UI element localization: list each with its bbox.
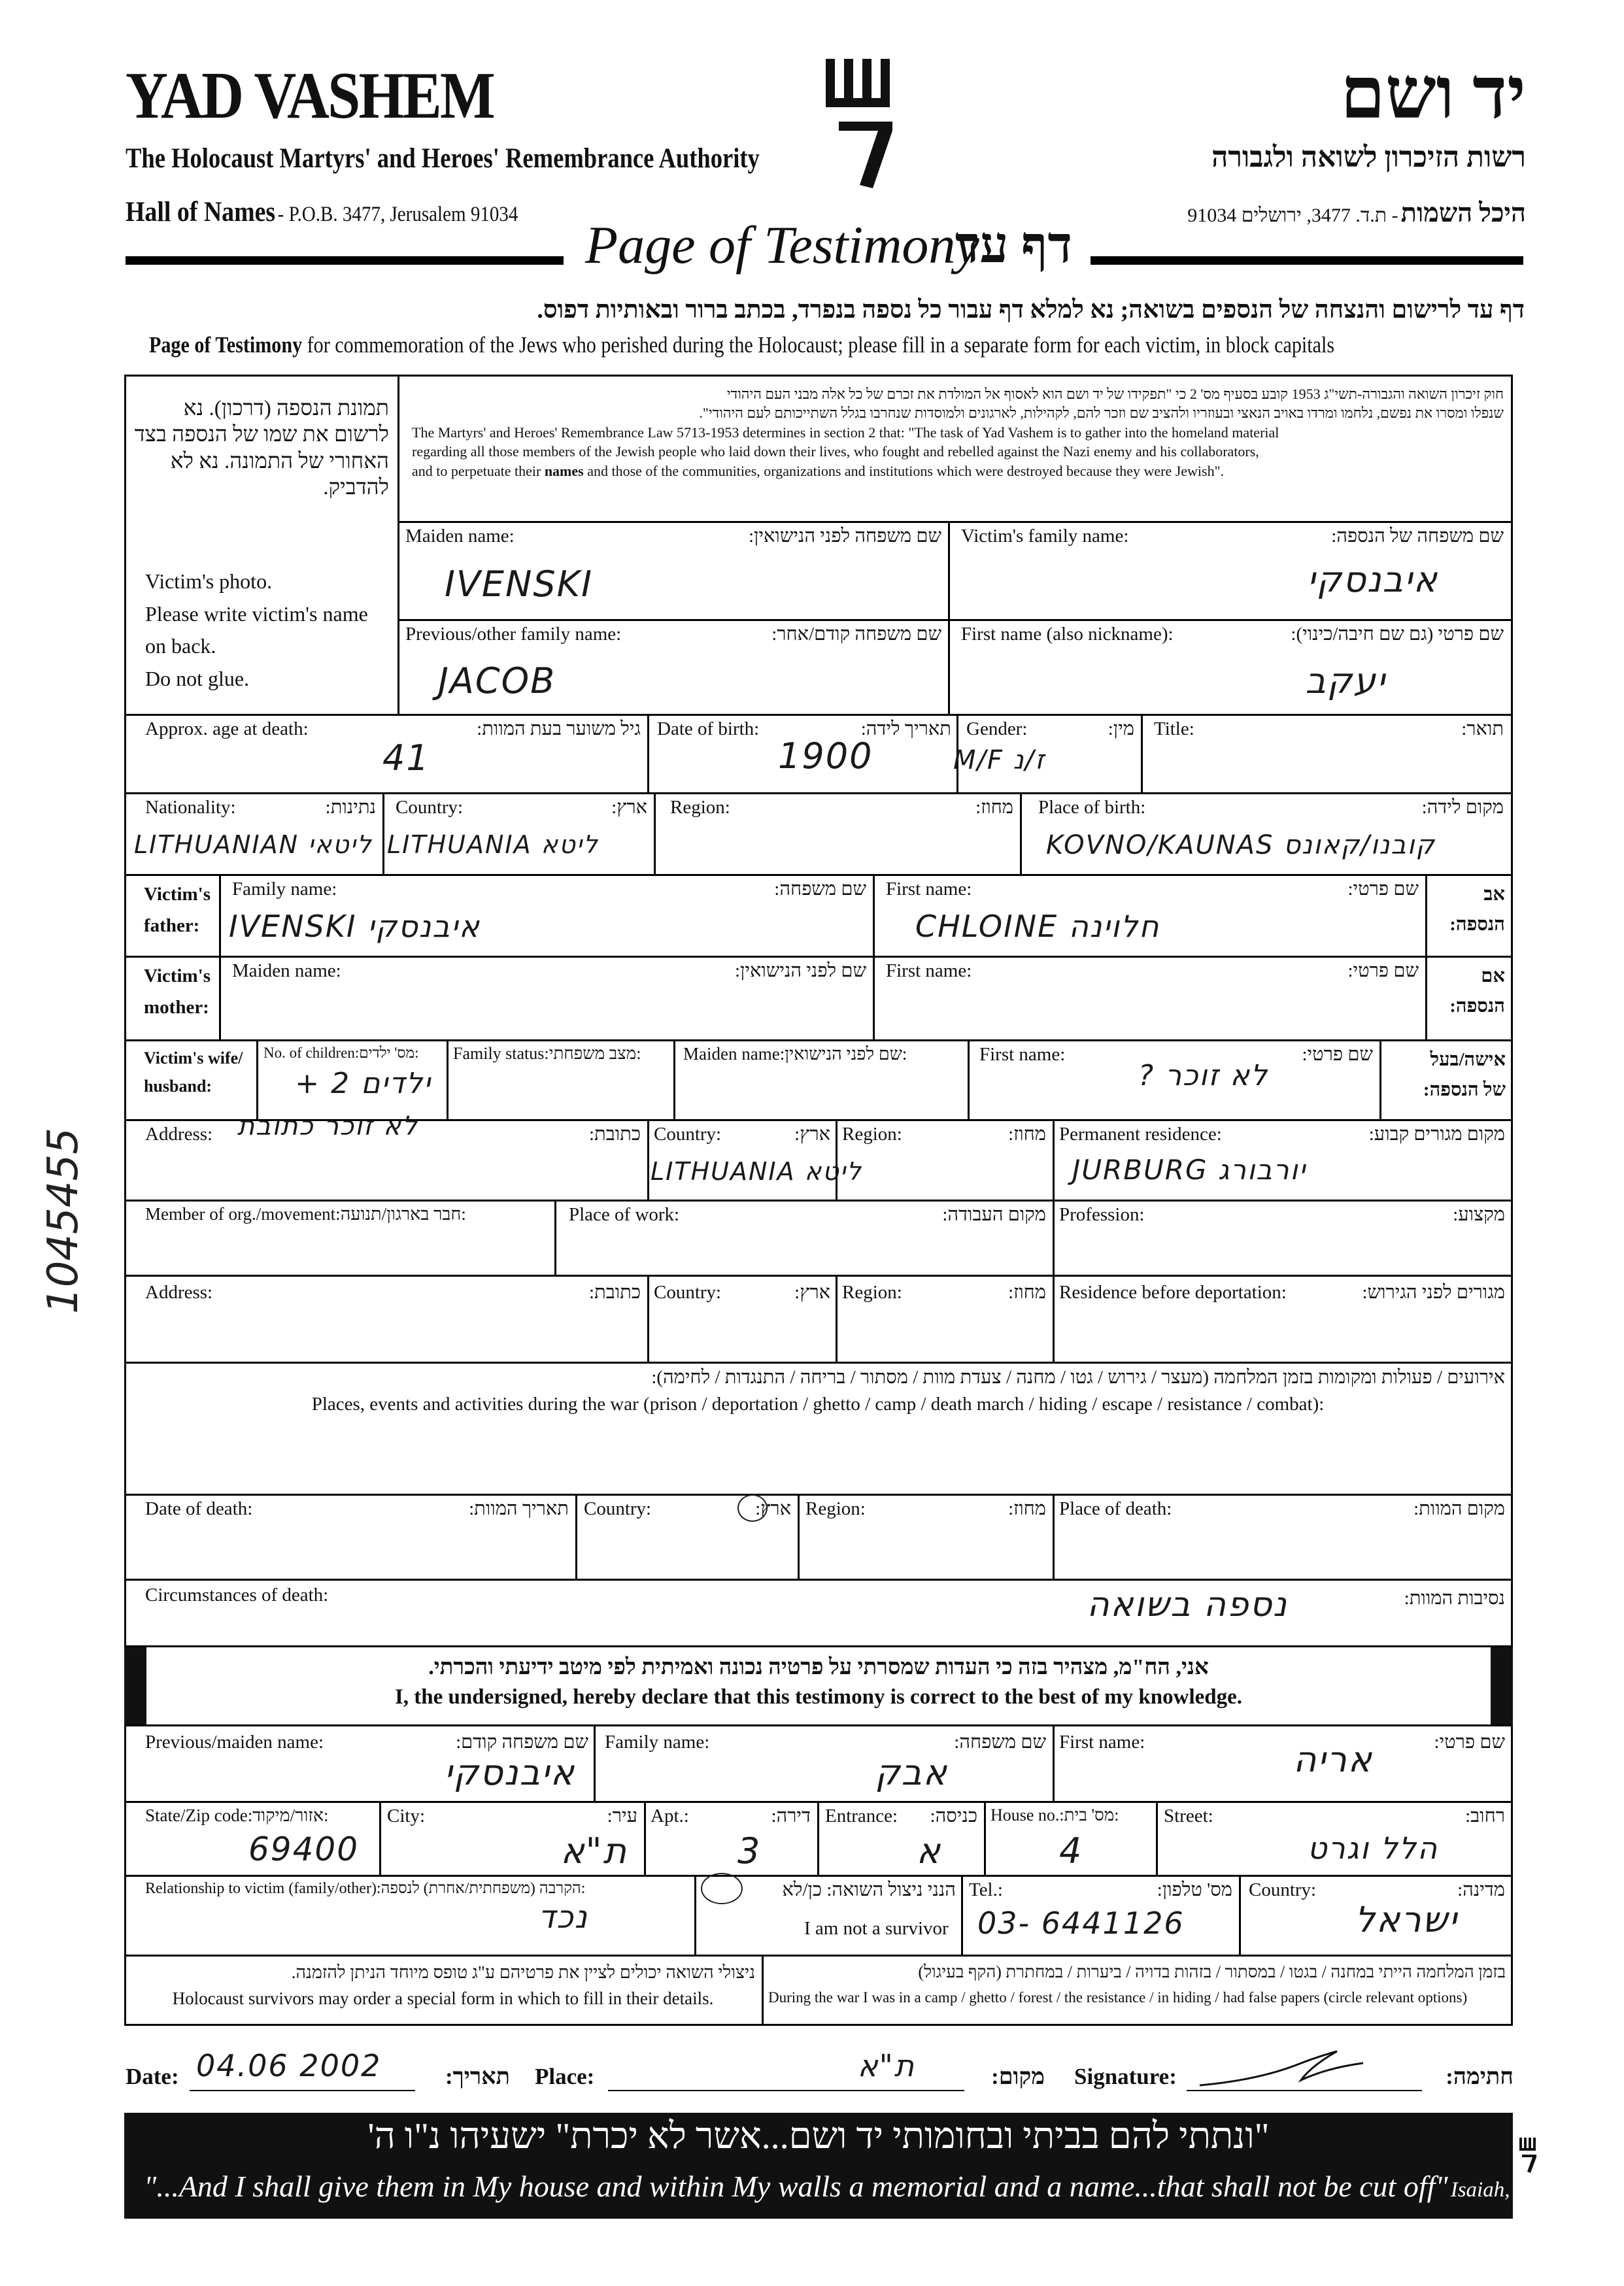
row-line	[124, 956, 1513, 958]
death-date-label: Date of death:	[145, 1498, 253, 1519]
address-country-value: LITHUANIA ליטא	[651, 1157, 862, 1186]
mother-first-label: First name:	[886, 960, 972, 981]
address2-country-label: Country:	[654, 1282, 722, 1303]
address2-label: Address:	[145, 1282, 213, 1303]
mother-maiden-label: Maiden name:	[232, 960, 341, 981]
col-line	[1020, 792, 1022, 875]
profession-label: Profession:	[1059, 1204, 1145, 1225]
title-he: יד ושם	[1340, 54, 1526, 133]
maiden-name-label-he: שם משפחה לפני הנישואין:	[748, 526, 941, 546]
mother-maiden-label-he: שם לפני הנישואין:	[734, 960, 866, 981]
col-line	[1141, 714, 1143, 794]
first-name-label-he: שם פרטי (גם שם חיבה/כינוי):	[1291, 624, 1504, 645]
col-line	[817, 1801, 819, 1876]
death-country-label-he: ארץ:	[755, 1498, 791, 1519]
death-country-circle-mark	[737, 1494, 768, 1522]
declaration-en: I, the undersigned, hereby declare that this testimony is correct to the best of my knowledge.	[394, 1685, 1243, 1709]
place-underline	[608, 2090, 964, 2091]
age-value: 41	[382, 737, 430, 779]
declaration-bar-right	[1491, 1647, 1513, 1724]
signature-mark	[1196, 2046, 1366, 2092]
address2-region-label-he: מחוז:	[1008, 1282, 1046, 1303]
witness-country-label: Country:	[1249, 1879, 1317, 1900]
header-rule-right	[1091, 256, 1523, 265]
family-status-label: Family status:מצב משפחתי:	[453, 1044, 641, 1063]
col-line	[1379, 1039, 1381, 1120]
country-value: LITHUANIA ליטא	[387, 830, 599, 859]
nationality-value: LITHUANIAN ליטאי	[134, 830, 373, 859]
col-line	[798, 1494, 800, 1580]
date-label-he: תאריך:	[445, 2064, 510, 2089]
col-line	[1156, 1801, 1158, 1876]
intro-he: דף עד לרישום והנצחה של הנספים בשואה; נא למלא דף עבור כל נספה בנפרד, בכתב ברור ובאותיות דפוס.	[537, 296, 1525, 324]
spouse-first-label-he: שם פרטי:	[1302, 1044, 1373, 1065]
children-value: ילדים 2 +	[295, 1067, 431, 1100]
age-label-he: גיל משוער בעת המוות:	[477, 718, 641, 739]
row-line	[398, 521, 1513, 523]
father-first-label: First name:	[886, 879, 972, 899]
quote-he: "ונתתי להם בביתי ובחומותי יד ושם...אשר לא יכרת" ישעיהו נ"ו ה'	[367, 2116, 1270, 2157]
tel-label: Tel.:	[969, 1879, 1003, 1900]
region-label-he: מחוז:	[975, 797, 1013, 818]
place-label-he: מקום:	[991, 2064, 1045, 2089]
dob-label: Date of birth:	[657, 718, 760, 739]
father-label: Victim's father:	[144, 884, 211, 936]
entrance-value: א	[916, 1830, 941, 1872]
yad-vashem-logo	[820, 51, 905, 208]
col-line	[554, 1200, 556, 1276]
city-label: City:	[387, 1806, 426, 1826]
spouse-first-label: First name:	[979, 1044, 1066, 1065]
address-label-he: כתובת:	[589, 1124, 641, 1145]
gender-label: Gender:	[966, 718, 1028, 739]
row-line	[124, 1955, 1513, 1957]
witness-family-label: Family name:	[605, 1732, 710, 1753]
witness-prev-label: Previous/maiden name:	[145, 1732, 324, 1753]
hall-of-names-en: Hall of Names - P.O.B. 3477, Jerusalem 91034	[126, 197, 518, 227]
address-region-label: Region:	[842, 1124, 902, 1145]
col-line	[873, 874, 875, 1041]
zip-value: 69400	[248, 1830, 360, 1868]
page-title-he: דף עד	[955, 216, 1072, 273]
subtitle-en: The Holocaust Martyrs' and Heroes' Remembrance Authority	[126, 143, 760, 174]
date-value: 04.06 2002	[196, 2048, 382, 2083]
father-family-label-he: שם משפחה:	[774, 879, 866, 899]
witness-first-value: אריה	[1293, 1739, 1373, 1780]
row-line	[124, 1275, 1513, 1277]
entrance-label: Entrance:	[825, 1806, 898, 1826]
maiden-name-label: Maiden name:	[405, 526, 515, 546]
address2-region-label: Region:	[842, 1282, 902, 1303]
row-line	[124, 714, 1513, 716]
circumstances-label-he: נסיבות המוות:	[1404, 1588, 1505, 1609]
mother-label-he: אם הנספה:	[1449, 966, 1505, 1017]
witness-country-value: ישראל	[1355, 1899, 1458, 1940]
tel-label-he: מס' טלפון:	[1157, 1879, 1232, 1900]
prev-family-label-he: שם משפחה קודם/אחר:	[771, 624, 941, 645]
residence-before-label: Residence before deportation:	[1059, 1282, 1287, 1303]
survivors-note-he: ניצולי השואה יכולים לציין את פרטיהם ע"ג טופס מיוחד הניתן להזמנה.	[291, 1962, 755, 1982]
zip-label: State/Zip code:אזור/מיקוד:	[145, 1806, 329, 1825]
street-label: Street:	[1164, 1806, 1213, 1826]
first-name-label: First name (also nickname):	[961, 624, 1174, 645]
law-text: חוק זיכרון השואה והגבורה-תשי"ג 1953 קובע בסעיף מס' 2 כי "תפקידו של יד ושם הוא לאסוף אל המולדת את זכרם של כל אלה מבני העם היהודי שנפלו ומסרו את נפשם, נלחמו ומרדו באויב הנאצי ובעוזריו ולהציב שם וזכר להם, לקהילות, לארגונים ולמוסדות שנחרבו בגלל השתייכותם לעם היהודי". The Martyrs' and Heroes' Remembrance Law 5713-1953 determines in section 2 that: "The task of Yad Vashem is to gather into the homeland material regarding all those members of the Jewish people who laid down their lives, who fought and rebelled against the Nazi enemy and his collaborators, and to perpetuate their names and those of the communities, organizations and institutions which were destroyed because they were Jewish".	[412, 386, 1504, 479]
title-en: YAD VASHEM	[126, 59, 494, 133]
apt-label-he: דירה:	[771, 1806, 811, 1826]
col-line	[1053, 1275, 1055, 1363]
col-line	[1239, 1875, 1241, 1956]
relationship-label: Relationship to victim (family/other):הקרבה (משפחתית/אחרת) לנספה:	[145, 1880, 586, 1897]
col-line	[382, 792, 384, 875]
spouse-label: Victim's wife/ husband:	[144, 1049, 243, 1096]
country-label: Country:	[396, 797, 464, 818]
col-line	[1053, 1119, 1055, 1201]
col-line	[984, 1801, 986, 1876]
birthplace-value: KOVNO/KAUNAS קובנו/קאונס	[1046, 830, 1436, 860]
prev-family-label: Previous/other family name:	[405, 624, 622, 645]
death-place-label: Place of death:	[1059, 1498, 1172, 1519]
col-line	[1425, 874, 1427, 1041]
col-line	[256, 1039, 258, 1120]
row-line	[124, 1362, 1513, 1364]
col-line	[379, 1801, 381, 1876]
col-line	[594, 1726, 596, 1802]
workplace-label: Place of work:	[569, 1204, 680, 1225]
quote-en: "...And I shall give them in My house and within My walls a memorial and a name...that shall not be cut off" Isaiah, 56:5	[144, 2170, 1555, 2203]
workplace-label-he: מקום העבודה:	[942, 1204, 1046, 1225]
col-line	[654, 792, 656, 875]
subtitle-he: רשות הזיכרון לשואה ולגבורה	[1211, 141, 1526, 173]
during-war-he: בזמן המלחמה הייתי במחנה / בגטו / במסתור / בזהות בדויה / ביערות / במחתרת (הקף בעיגול)	[918, 1962, 1506, 1981]
mother-first-label-he: שם פרטי:	[1347, 960, 1419, 981]
col-line	[673, 1039, 675, 1120]
witness-country-label-he: מדינה:	[1457, 1879, 1505, 1900]
address-country-label: Country:	[654, 1124, 722, 1145]
death-country-label: Country:	[584, 1498, 652, 1519]
col-line	[762, 1955, 764, 2026]
photo-box-he: תמונת הנספה (דרכון). נא לרשום את שמו של הנספה בצד האחורי של התמונה. נא לא להדביק.	[134, 397, 389, 499]
witness-family-label-he: שם משפחה:	[954, 1732, 1046, 1753]
prev-family-value: JACOB	[438, 660, 556, 701]
member-label: Member of org./movement:חבר בארגון/תנועה:	[145, 1204, 466, 1224]
maiden-name-value: IVENSKI	[445, 563, 593, 605]
declaration-he: אני, הח"מ, מצהיר בזה כי העדות שמסרתי על פרטיה נכונה ואמיתית לפי מיטב ידיעתי והכרתי.	[428, 1655, 1209, 1679]
row-line	[124, 1579, 1513, 1581]
perm-residence-label: Permanent residence:	[1059, 1124, 1222, 1145]
col-line	[219, 874, 221, 1041]
during-war-en: During the war I was in a camp / ghetto / forest / the resistance / in hiding / had false papers (circle relevant options)	[768, 1989, 1468, 2006]
row-line	[124, 874, 1513, 876]
declaration-bar-left	[124, 1647, 146, 1724]
survivors-note-en: Holocaust survivors may order a special form in which to fill in their details.	[172, 1989, 714, 2008]
witness-first-label: First name:	[1059, 1732, 1145, 1753]
margin-number: 1045455	[39, 1127, 88, 1314]
entrance-label-he: כניסה:	[930, 1806, 977, 1826]
relationship-value: נכד	[538, 1899, 588, 1936]
dob-value: 1900	[778, 735, 873, 777]
row-line	[124, 1200, 1513, 1202]
mother-label: Victim's mother:	[144, 966, 211, 1018]
address2-country-label-he: ארץ:	[794, 1282, 830, 1303]
father-first-label-he: שם פרטי:	[1347, 879, 1419, 899]
region-label: Region:	[670, 797, 730, 818]
survivor-label-he: הנני ניצול השואה: כן/לא	[782, 1879, 956, 1900]
father-family-label: Family name:	[232, 879, 337, 899]
col-line	[647, 1119, 649, 1201]
spouse-label-he: אישה/בעל של הנספה:	[1423, 1049, 1506, 1101]
witness-family-value: אבק	[875, 1752, 948, 1793]
dob-label-he: תאריך לידה:	[860, 718, 951, 739]
title-label: Title:	[1154, 718, 1194, 739]
father-family-value: IVENSKI איבנסקי	[229, 909, 481, 944]
gender-value: M/F ז/נ	[953, 745, 1046, 775]
col-line	[968, 1039, 970, 1120]
spouse-maiden-label: Maiden name:שם לפני הנישואין:	[683, 1044, 907, 1064]
apt-label: Apt.:	[651, 1806, 689, 1826]
col-line	[447, 1039, 448, 1120]
photo-box-en: Victim's photo. Please write victim's name on back. Do not glue.	[145, 569, 368, 690]
events-label-he: אירועים / פעולות ומקומות בזמן המלחמה (מעצר / גירוש / גטו / מחנה / צעדת מוות / מסתור / בריחה / התנגדות / לחימה):	[651, 1367, 1505, 1388]
witness-prev-label-he: שם משפחה קודם:	[456, 1732, 588, 1753]
address-region-label-he: מחוז:	[1008, 1124, 1046, 1145]
row-line	[124, 792, 1513, 794]
col-line	[575, 1494, 577, 1580]
witness-prev-value: איבנסקי	[444, 1752, 575, 1793]
tel-value: 03- 6441126	[977, 1906, 1185, 1941]
birthplace-label: Place of birth:	[1038, 797, 1146, 818]
page-title-en: Page of Testimony	[585, 215, 979, 275]
family-name-label-he: שם משפחה של הנספה:	[1331, 526, 1504, 546]
place-value: ת"א	[857, 2048, 915, 2083]
intro-en: Page of Testimony for commemoration of the Jews who perished during the Holocaust; please fill in a separate form for each victim, in block capitals	[149, 332, 1335, 358]
residence-before-label-he: מגורים לפני הגירוש:	[1362, 1282, 1505, 1303]
address2-label-he: כתובת:	[589, 1282, 641, 1303]
survivor-circle-mark	[701, 1873, 743, 1904]
col-line	[948, 521, 950, 715]
col-line	[1053, 1494, 1055, 1580]
address-value: לא זוכר כתובת	[237, 1111, 418, 1141]
profession-label-he: מקצוע:	[1453, 1204, 1505, 1225]
family-name-value: איבנסקי	[1307, 559, 1438, 600]
house-value: 4	[1059, 1830, 1083, 1872]
col-line	[647, 1275, 649, 1363]
death-region-label: Region:	[805, 1498, 866, 1519]
circumstances-label: Circumstances of death:	[145, 1585, 329, 1605]
place-label: Place:	[535, 2064, 595, 2089]
perm-residence-value: JURBURG יורבורג	[1072, 1154, 1307, 1186]
address-country-label-he: ארץ:	[794, 1124, 830, 1145]
country-label-he: ארץ:	[611, 797, 647, 818]
signature-label-he: חתימה:	[1446, 2064, 1514, 2089]
street-label-he: רחוב:	[1465, 1806, 1505, 1826]
row-line	[124, 1494, 1513, 1496]
death-date-label-he: תאריך המוות:	[469, 1498, 569, 1519]
death-place-label-he: מקום המוות:	[1413, 1498, 1505, 1519]
family-name-label: Victim's family name:	[961, 526, 1129, 546]
photo-box-divider	[398, 375, 399, 716]
circumstances-value: נספה בשואה	[1087, 1585, 1288, 1624]
apt-value: 3	[737, 1830, 762, 1872]
col-line	[961, 1875, 963, 1956]
col-line	[836, 1275, 837, 1363]
father-label-he: אב הנספה:	[1449, 884, 1505, 935]
row-line	[398, 619, 1513, 621]
house-label: House no.:מס' בית:	[990, 1806, 1119, 1824]
father-first-value: CHLOINE חלוינה	[915, 909, 1160, 944]
date-underline	[190, 2090, 415, 2091]
first-name-value: יעקב	[1305, 660, 1386, 701]
perm-residence-label-he: מקום מגורים קבוע:	[1368, 1124, 1505, 1145]
gender-label-he: מין:	[1108, 718, 1134, 739]
events-label-en: Places, events and activities during the war (prison / deportation / ghetto / camp / death march / hiding / escape / resistance / combat):	[311, 1394, 1325, 1415]
spouse-first-value: לא זוכר ?	[1138, 1059, 1268, 1092]
address-label: Address:	[145, 1124, 213, 1145]
street-value: הלל וגרט	[1307, 1830, 1438, 1866]
header-rule-left	[126, 256, 564, 265]
col-line	[694, 1875, 696, 1956]
col-line	[1053, 1200, 1055, 1276]
nationality-label-he: נתינות:	[325, 797, 376, 818]
col-line	[644, 1801, 646, 1876]
row-line	[124, 1039, 1513, 1041]
birthplace-label-he: מקום לידה:	[1421, 797, 1504, 818]
title-label-he: תואר:	[1461, 718, 1504, 739]
col-line	[1053, 1726, 1055, 1802]
nationality-label: Nationality:	[145, 797, 236, 818]
survivor-label-en: I am not a survivor	[804, 1918, 949, 1939]
death-region-label-he: מחוז:	[1008, 1498, 1046, 1519]
signature-label: Signature:	[1074, 2064, 1177, 2089]
age-label: Approx. age at death:	[145, 718, 309, 739]
hall-of-names-he: היכל השמות - ת.ד. 3477, ירושלים 91034	[1187, 198, 1526, 227]
col-line	[647, 714, 649, 794]
children-label: No. of children:מס' ילדים:	[263, 1045, 419, 1061]
city-value: ת"א	[560, 1830, 628, 1872]
witness-first-label-he: שם פרטי:	[1434, 1732, 1505, 1753]
small-logo-icon	[1518, 2136, 1538, 2176]
city-label-he: עיר:	[607, 1806, 637, 1826]
date-label: Date:	[126, 2064, 179, 2089]
